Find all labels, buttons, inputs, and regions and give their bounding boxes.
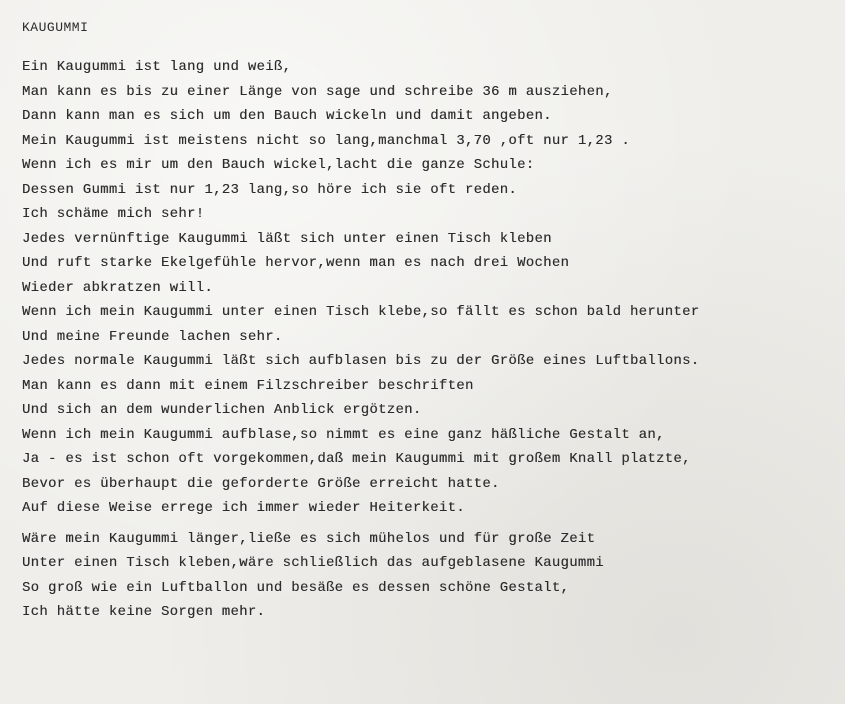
poem-line: Man kann es bis zu einer Länge von sage und schreibe 36 m ausziehen, xyxy=(22,83,613,100)
poem-line: Wenn ich es mir um den Bauch wickel,lacht die ganze Schule: xyxy=(22,157,535,173)
poem-line: Dann kann man es sich um den Bauch wickeln und damit angeben. xyxy=(22,108,552,124)
poem-line: Ja - es ist schon oft vorgekommen,daß mein Kaugummi mit großem Knall platzte, xyxy=(22,451,691,467)
poem-line: Dessen Gummi ist nur 1,23 lang,so höre ich sie oft reden. xyxy=(22,181,518,198)
poem-line: Ich schäme mich sehr! xyxy=(22,206,205,222)
poem-line: Ich hätte keine Sorgen mehr. xyxy=(22,604,266,620)
poem-line: Jedes vernünftige Kaugummi läßt sich unter einen Tisch kleben xyxy=(22,230,552,247)
poem-line: Wenn ich mein Kaugummi unter einen Tisch klebe,so fällt es schon bald herunter xyxy=(22,304,700,320)
poem-line: Jedes normale Kaugummi läßt sich aufblasen bis zu der Größe eines Luftballons. xyxy=(22,353,700,369)
poem-line: Und meine Freunde lachen sehr. xyxy=(22,328,283,345)
poem-line: Wenn ich mein Kaugummi aufblase,so nimmt es eine ganz häßliche Gestalt an, xyxy=(22,426,665,443)
poem-line: Bevor es überhaupt die geforderte Größe erreicht hatte. xyxy=(22,475,500,492)
poem-line: Wieder abkratzen will. xyxy=(22,279,214,296)
poem-title: KAUGUMMI xyxy=(22,20,89,35)
poem-line: Und sich an dem wunderlichen Anblick ergötzen. xyxy=(22,402,422,418)
poem-line: Auf diese Weise errege ich immer wieder Heiterkeit. xyxy=(22,500,465,516)
poem-line: Ein Kaugummi ist lang und weiß, xyxy=(22,59,292,75)
poem-body xyxy=(22,55,837,625)
poem-line: Wäre mein Kaugummi länger,ließe es sich mühelos und für große Zeit xyxy=(22,530,596,547)
poem-line: Mein Kaugummi ist meistens nicht so lang,manchmal 3,70 ,oft nur 1,23 . xyxy=(22,132,631,149)
poem-line: Man kann es dann mit einem Filzschreiber beschriften xyxy=(22,377,474,394)
poem-line: Unter einen Tisch kleben,wäre schließlich das aufgeblasene Kaugummi xyxy=(22,555,604,571)
poem-line: So groß wie ein Luftballon und besäße es dessen schöne Gestalt, xyxy=(22,579,570,596)
poem-line: Und ruft starke Ekelgefühle hervor,wenn man es nach drei Wochen xyxy=(22,255,570,271)
